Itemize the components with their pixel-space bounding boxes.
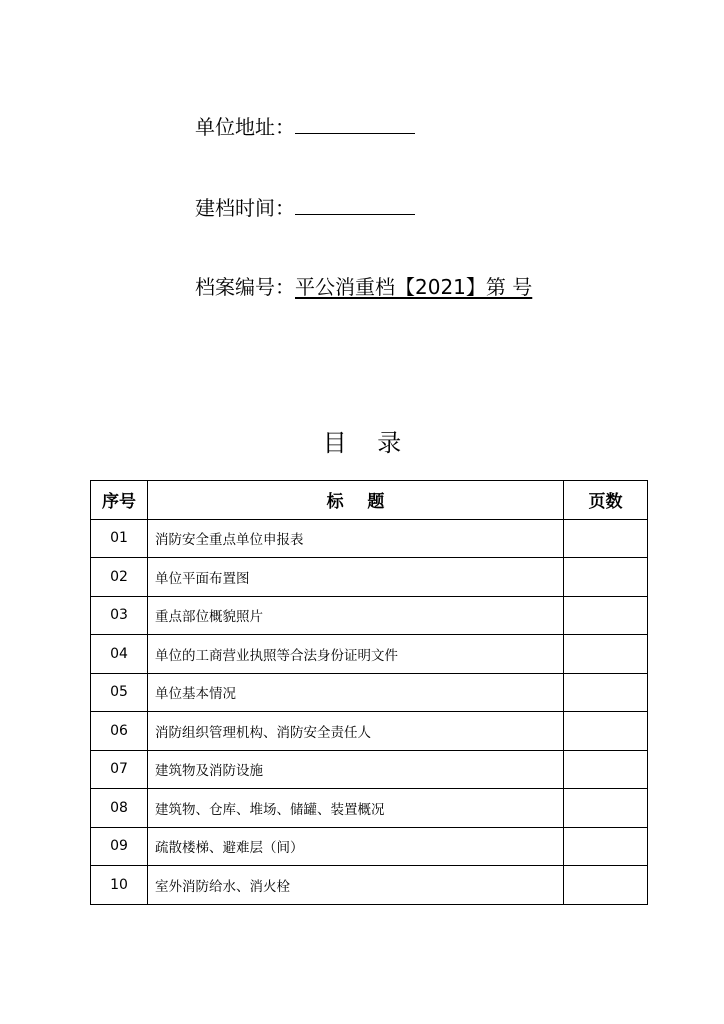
row-title: 单位基本情况 — [148, 673, 564, 712]
address-field — [195, 113, 415, 139]
row-pages — [564, 558, 648, 597]
row-title: 建筑物及消防设施 — [148, 750, 564, 789]
archive-number-field — [195, 275, 532, 299]
row-number: 02 — [91, 558, 148, 597]
row-title: 消防安全重点单位申报表 — [148, 519, 564, 558]
table-row — [91, 596, 648, 635]
row-number: 08 — [91, 789, 148, 828]
row-pages — [564, 750, 648, 789]
row-pages — [564, 519, 648, 558]
address-label: 单位地址： — [195, 115, 295, 139]
row-number: 05 — [91, 673, 148, 712]
table-row — [91, 712, 648, 751]
row-number: 01 — [91, 519, 148, 558]
header-pages: 页数 — [564, 481, 648, 520]
row-pages — [564, 866, 648, 905]
row-number: 10 — [91, 866, 148, 905]
table-row — [91, 673, 648, 712]
toc-header-row — [91, 481, 648, 520]
filing-time-blank-line — [295, 194, 415, 215]
row-title: 室外消防给水、消火栓 — [148, 866, 564, 905]
archive-number-label: 档案编号： — [195, 275, 295, 299]
filing-time-field — [195, 194, 415, 220]
header-title: 标 题 — [148, 481, 564, 520]
address-blank-line — [295, 113, 415, 134]
row-title: 单位平面布置图 — [148, 558, 564, 597]
row-pages — [564, 712, 648, 751]
row-title: 重点部位概貌照片 — [148, 596, 564, 635]
row-title: 单位的工商营业执照等合法身份证明文件 — [148, 635, 564, 674]
archive-number-value: 平公消重档【2021】第 号 — [295, 275, 533, 299]
table-row — [91, 558, 648, 597]
row-title: 建筑物、仓库、堆场、储罐、装置概况 — [148, 789, 564, 828]
row-pages — [564, 827, 648, 866]
row-number: 07 — [91, 750, 148, 789]
row-number: 09 — [91, 827, 148, 866]
header-seq: 序号 — [91, 481, 148, 520]
row-pages — [564, 596, 648, 635]
table-row — [91, 827, 648, 866]
row-pages — [564, 635, 648, 674]
row-title: 消防组织管理机构、消防安全责任人 — [148, 712, 564, 751]
toc-heading: 目 录 — [322, 429, 402, 457]
row-title: 疏散楼梯、避难层（间） — [148, 827, 564, 866]
row-pages — [564, 789, 648, 828]
toc-table — [90, 480, 648, 905]
row-number: 03 — [91, 596, 148, 635]
row-pages — [564, 673, 648, 712]
table-row — [91, 519, 648, 558]
table-row — [91, 866, 648, 905]
table-row — [91, 789, 648, 828]
table-row — [91, 635, 648, 674]
filing-time-label: 建档时间： — [195, 196, 295, 220]
row-number: 04 — [91, 635, 148, 674]
table-row — [91, 750, 648, 789]
row-number: 06 — [91, 712, 148, 751]
